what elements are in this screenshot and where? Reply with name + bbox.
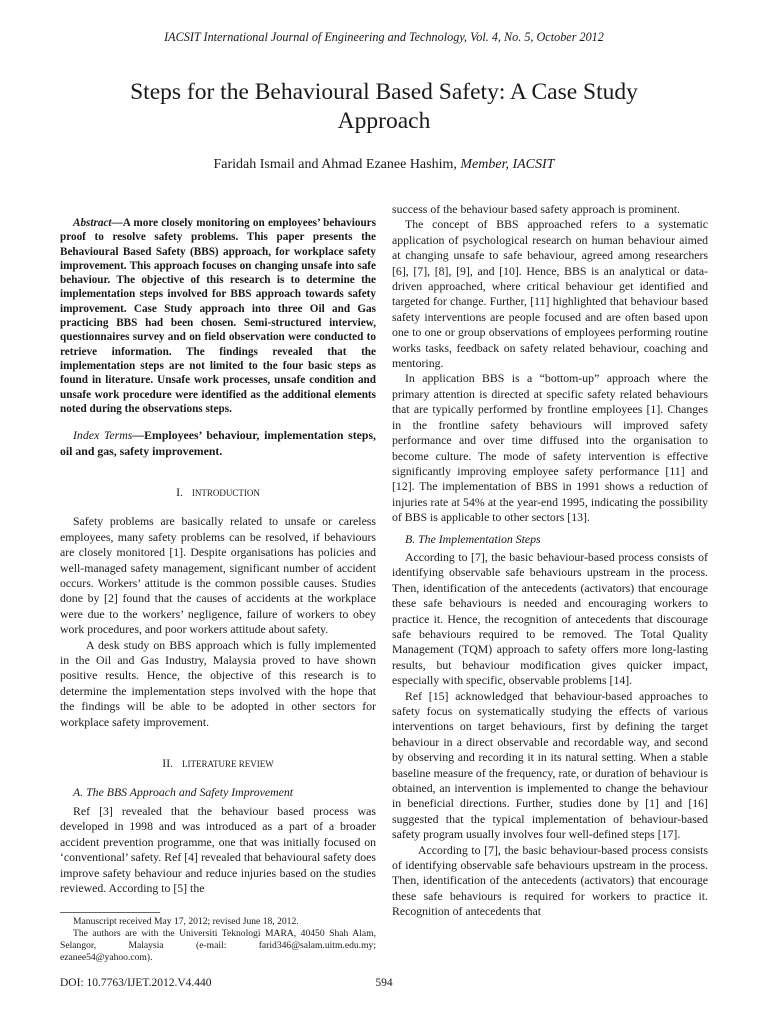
section-heading-introduction xyxy=(60,485,376,501)
footnote xyxy=(60,916,376,964)
footnote-rule xyxy=(60,912,160,913)
index-terms xyxy=(60,428,376,459)
page-number: 594 xyxy=(375,977,393,989)
body-paragraph: success of the behaviour based safety approach is prominent. xyxy=(392,202,680,216)
section-number: I. xyxy=(176,484,184,499)
body-paragraph: Ref [15] acknowledged that behaviour-based approaches to safety focus on systematically studying the effects of various interventions on target behaviours, first by defining the target behaviour in a direct observable and recordable way, and second by observing and recording it in its natural setting. When a stable baseline measure of the frequency, rate, or duration of behaviour is obtained, an intervention is implemented to change the behaviour in beneficial directions. Further, studies done by [1] and [16] suggested that the typical implementation of behaviour-based safety program usually involves four well-defined steps [17]. xyxy=(392,688,708,842)
authors: Faridah Ismail and Ahmad Ezanee Hashim, xyxy=(213,157,457,172)
subsection-heading: A. The BBS Approach and Safety Improvement xyxy=(73,785,294,800)
body-paragraph: The concept of BBS approached refers to a systematic application of psychological research on human behaviour aimed at changing unsafe to safe behaviour, agreed among researchers [6], [7], [8], [9], and [10]. Hence, BBS is an analytical or data-driven approached, where critical behaviour get identified and targeted for change. Further, [11] highlighted that behaviour based safety interventions are people focused and are often based upon one to one or group observations of employees performing routine works tasks, feedback on safety related behaviour, coaching and mentoring. xyxy=(392,217,708,371)
author-line xyxy=(0,157,768,173)
body-paragraph: Ref [3] revealed that the behaviour based process was developed in 1998 and was introduced as a part of a broader accident prevention programme, one that was initially focused on ‘conventional’ safety. Ref [4] revealed that behavioural safety does improve safety behaviour and reduce injuries based on the studies reviewed. According to [5] the xyxy=(60,803,376,895)
body-paragraph: A desk study on BBS approach which is fully implemented in the Oil and Gas Industry, Malaysia proved to have shown positive results. Hence, the objective of this research is to determine the implementation steps involved with the hope that the findings will be able to be adopted in other sectors for workplace safety improvement. xyxy=(60,637,376,729)
footnote-line: Manuscript received May 17, 2012; revised June 18, 2012. xyxy=(73,916,299,927)
body-paragraph: In application BBS is a “bottom-up” approach where the primary attention is directed at specific safety related behaviours that are typically performed by frontline employees [1]. Changes in the frontline safety behaviours will improved safety performance and over time diffused into the organisation to become culture. The mode of safety intervention is effective significantly improving employee safety performance [11] and [12]. The implementation of BBS in 1991 shows a reduction of injuries rate at 54% at the year-end 1995, indicating the possibility of BBS is applicable to other sectors [13]. xyxy=(392,371,708,525)
left-column xyxy=(60,216,376,896)
index-terms-label: Index Terms xyxy=(73,428,133,443)
abstract-label: Abstract xyxy=(73,217,112,229)
body-paragraph: According to [7], the basic behaviour-based process consists of identifying observable safe behaviours upstream in the process. Then, identification of the antecedents (activators) that encourage these safe behaviours is needed and encouraging workers to practice it. Hence, the recognition of antecedents that discourage safe behaviours required to be removed. The Total Quality Management (TQM) approach to safety offers more long-lasting results, but behaviour modification gives quicker impact, especially with specific, observable problems [14]. xyxy=(392,549,708,688)
section-title: INTRODUCTION xyxy=(191,487,260,498)
section-number: II. xyxy=(162,756,174,771)
doi: DOI: 10.7763/IJET.2012.V4.440 xyxy=(60,977,212,989)
body-paragraph: Safety problems are basically related to unsafe or careless employees, many safety problems can be resolved, if behaviours are closely monitored [1]. Despite organisations has policies and well-managed safety management, significant number of accident occurs. Workers’ attitude is the common possible causes. Studies done by [2] found that the causes of accidents at the workplace were due to the workers’ negligence, failure of workers to obey work procedures, and poor workers attitude about safety. xyxy=(60,514,376,637)
index-terms-text: —Employees’ behaviour, implementation steps, oil and gas, safety improvement. xyxy=(60,428,376,458)
section-heading-literature-review xyxy=(60,756,376,772)
abstract-text: —A more closely monitoring on employees’ behaviours proof to resolve safety problems. This paper presents the Behavioural Based Safety (BBS) approach, for workplace safety improvement. This approach focuses on changing unsafe into safe behaviour. The objective of this research is to determine the implementation steps involved for BBS approach towards safety improvement. Case Study approach into three Oil and Gas practicing BBS had been chosen. Semi-structured interview, questionnaires survey and on field observation were conducted to retrieve information. The findings revealed that the implementation steps are not limited to the four basic steps as found in literature. Unsafe work processes, unsafe condition and unsafe work procedure were identified as the additional elements noted during the observations steps. xyxy=(60,217,376,415)
section-title: LITERATURE REVIEW xyxy=(181,759,274,770)
footnote-line: The authors are with the Universiti Teknologi MARA, 40450 Shah Alam, Selangor, Malaysia (e-mail: farid346@salam.uitm.edu.my; ezanee54@yahoo.com). xyxy=(60,928,376,963)
abstract xyxy=(60,216,376,416)
journal-header: IACSIT International Journal of Engineering and Technology, Vol. 4, No. 5, October 2012 xyxy=(164,30,604,44)
subsection-heading: B. The Implementation Steps xyxy=(405,531,541,546)
body-paragraph: According to [7], the basic behaviour-based process consists of identifying observable safe behaviours upstream in the process. Then, identification of the antecedents (activators) that encourage these safe behaviours is required for workers to practice it. Recognition of antecedents that xyxy=(392,842,708,919)
paper-title: Steps for the Behavioural Based Safety: A Case Study Approach xyxy=(130,79,638,134)
right-column xyxy=(392,202,708,920)
author-role: Member, IACSIT xyxy=(460,157,555,172)
